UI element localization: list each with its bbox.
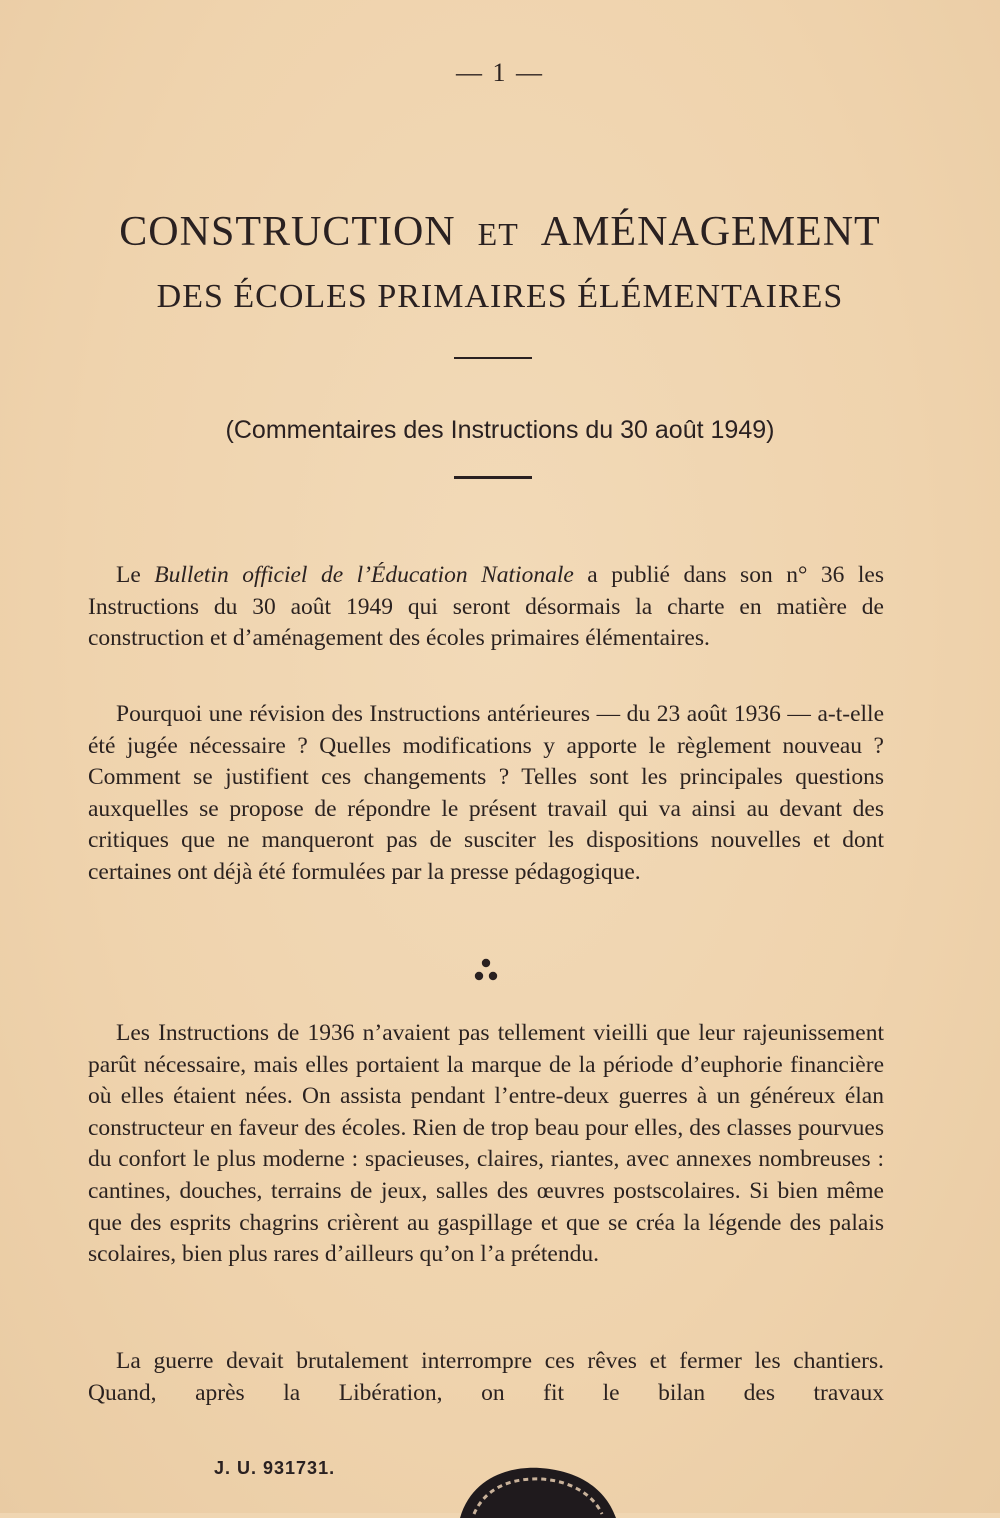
page-number: — 1 —	[456, 58, 544, 87]
asterism-icon	[466, 955, 506, 989]
title-word-construction: CONSTRUCTION	[119, 209, 456, 255]
paragraph-1-rest: a publié dans son n° 36 les Instructions du 30 août 1949 qui seront désormais la charte en matière de construction et d’aménagement des écoles primaires élémentaires.	[88, 562, 884, 652]
title-word-et: ET	[477, 216, 519, 252]
paragraph-3-text: Les Instructions de 1936 n’avaient pas tellement vieilli que leur rajeunissement parût nécessaire, mais elles portaient la marque de la période d’euphorie financière où elles étaient nées. On assista pendant l’entre-deux guerres à un généreux élan constructeur en faveur des écoles. Rien de trop beau pour elles, des classes pourvues du confort le plus moderne : spacieuses, claires, riantes, avec annexes nombreuses : cantines, douches, terrains de jeux, salles des œuvres postscolaires. Si bien même que des esprits chagrins crièrent au gaspillage et que se créa la légende des palais scolaires, bien plus rares d’ailleurs qu’on l’a prétendu.	[88, 1020, 884, 1268]
title-line-1	[0, 208, 1000, 256]
subtitle: (Commentaires des Instructions du 30 août 1949)	[225, 416, 775, 444]
paragraph-2	[88, 699, 884, 889]
print-code: J. U. 931731.	[214, 1458, 336, 1478]
title-word-amenagement: AMÉNAGEMENT	[540, 209, 881, 255]
library-stamp-icon	[452, 1462, 622, 1518]
paragraph-1-lead: Le	[116, 562, 155, 588]
title-line-2: DES ÉCOLES PRIMAIRES ÉLÉMENTAIRES	[156, 278, 844, 315]
paragraph-3	[88, 1018, 884, 1271]
paragraph-4	[88, 1346, 884, 1409]
bulletin-title: Bulletin officiel de l’Éducation Nationale	[154, 562, 574, 588]
title-divider	[454, 357, 532, 359]
paragraph-1	[88, 560, 884, 655]
paragraph-2-text: Pourquoi une révision des Instructions antérieures — du 23 août 1936 — a-t-elle été jugée nécessaire ? Quelles modifications y apporte le règlement nouveau ? Comment se justifient ces changements ? Telles sont les principales questions auxquelles se propose de répondre le présent travail qui va ainsi au devant des critiques que ne manqueront pas de susciter les dispositions nouvelles et dont certaines ont déjà été formulées par la presse pédagogique.	[88, 701, 884, 885]
paragraph-4-text: La guerre devait brutalement interrompre ces rêves et fermer les chantiers. Quand, après la Libération, on fit le bilan des travaux	[88, 1348, 884, 1406]
subtitle-divider	[454, 476, 532, 479]
